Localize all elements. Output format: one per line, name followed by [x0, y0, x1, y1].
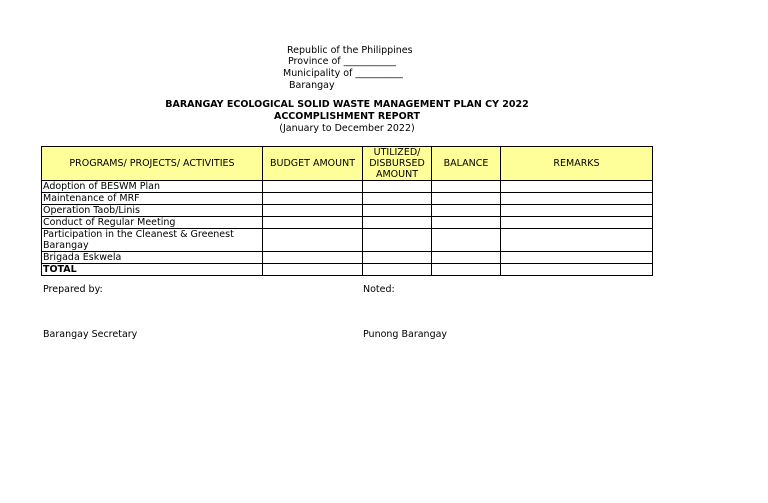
balance-cell: [432, 229, 501, 252]
table-row: [42, 181, 653, 193]
noted-by-title: Punong Barangay: [363, 329, 448, 340]
remarks-cell: [501, 217, 653, 229]
col-header-remarks: REMARKS: [501, 147, 653, 181]
table-header-row: [42, 147, 653, 181]
table-row: [42, 217, 653, 229]
remarks-cell: [501, 193, 653, 205]
activity-cell: Operation Taob/Linis: [42, 205, 263, 217]
balance-cell: [432, 193, 501, 205]
total-row: [42, 264, 653, 276]
utilized-cell: [363, 193, 432, 205]
total-balance-cell: [432, 264, 501, 276]
activity-cell: Brigada Eskwela: [42, 252, 263, 264]
header-barangay: Barangay: [289, 80, 335, 91]
remarks-cell: [501, 229, 653, 252]
table-row: [42, 205, 653, 217]
budget-cell: [263, 252, 363, 264]
header-province: Province of ___________: [288, 56, 396, 67]
utilized-cell: [363, 229, 432, 252]
report-period: (January to December 2022): [279, 123, 415, 134]
budget-cell: [263, 205, 363, 217]
table-row: [42, 229, 653, 252]
budget-cell: [263, 217, 363, 229]
col-header-activities: PROGRAMS/ PROJECTS/ ACTIVITIES: [42, 147, 263, 181]
total-utilized-cell: [363, 264, 432, 276]
total-remarks-cell: [501, 264, 653, 276]
prepared-by-title: Barangay Secretary: [43, 329, 138, 340]
remarks-cell: [501, 205, 653, 217]
table-row: [42, 193, 653, 205]
activity-cell: Participation in the Cleanest & Greenest Barangay: [42, 229, 263, 252]
col-header-balance: BALANCE: [432, 147, 501, 181]
utilized-cell: [363, 217, 432, 229]
balance-cell: [432, 181, 501, 193]
remarks-cell: [501, 252, 653, 264]
total-label: TOTAL: [42, 264, 263, 276]
header-municipality: Municipality of __________: [283, 68, 403, 79]
activity-cell: Conduct of Regular Meeting: [42, 217, 263, 229]
col-header-utilized: UTILIZED/ DISBURSED AMOUNT: [363, 147, 432, 181]
activity-cell: Adoption of BESWM Plan: [42, 181, 263, 193]
utilized-cell: [363, 252, 432, 264]
noted-label: Noted:: [363, 284, 395, 295]
header-republic: Republic of the Philippines: [287, 45, 413, 56]
balance-cell: [432, 205, 501, 217]
balance-cell: [432, 252, 501, 264]
prepared-by-label: Prepared by:: [43, 284, 103, 295]
budget-cell: [263, 229, 363, 252]
budget-cell: [263, 193, 363, 205]
utilized-cell: [363, 205, 432, 217]
col-header-budget: BUDGET AMOUNT: [263, 147, 363, 181]
remarks-cell: [501, 181, 653, 193]
activity-cell: Maintenance of MRF: [42, 193, 263, 205]
accomplishment-table: [41, 146, 653, 276]
balance-cell: [432, 217, 501, 229]
budget-cell: [263, 181, 363, 193]
utilized-cell: [363, 181, 432, 193]
table-row: [42, 252, 653, 264]
document-title: BARANGAY ECOLOGICAL SOLID WASTE MANAGEMENT PLAN CY 2022: [165, 99, 529, 110]
document-subtitle: ACCOMPLISHMENT REPORT: [273, 111, 421, 122]
total-budget-cell: [263, 264, 363, 276]
